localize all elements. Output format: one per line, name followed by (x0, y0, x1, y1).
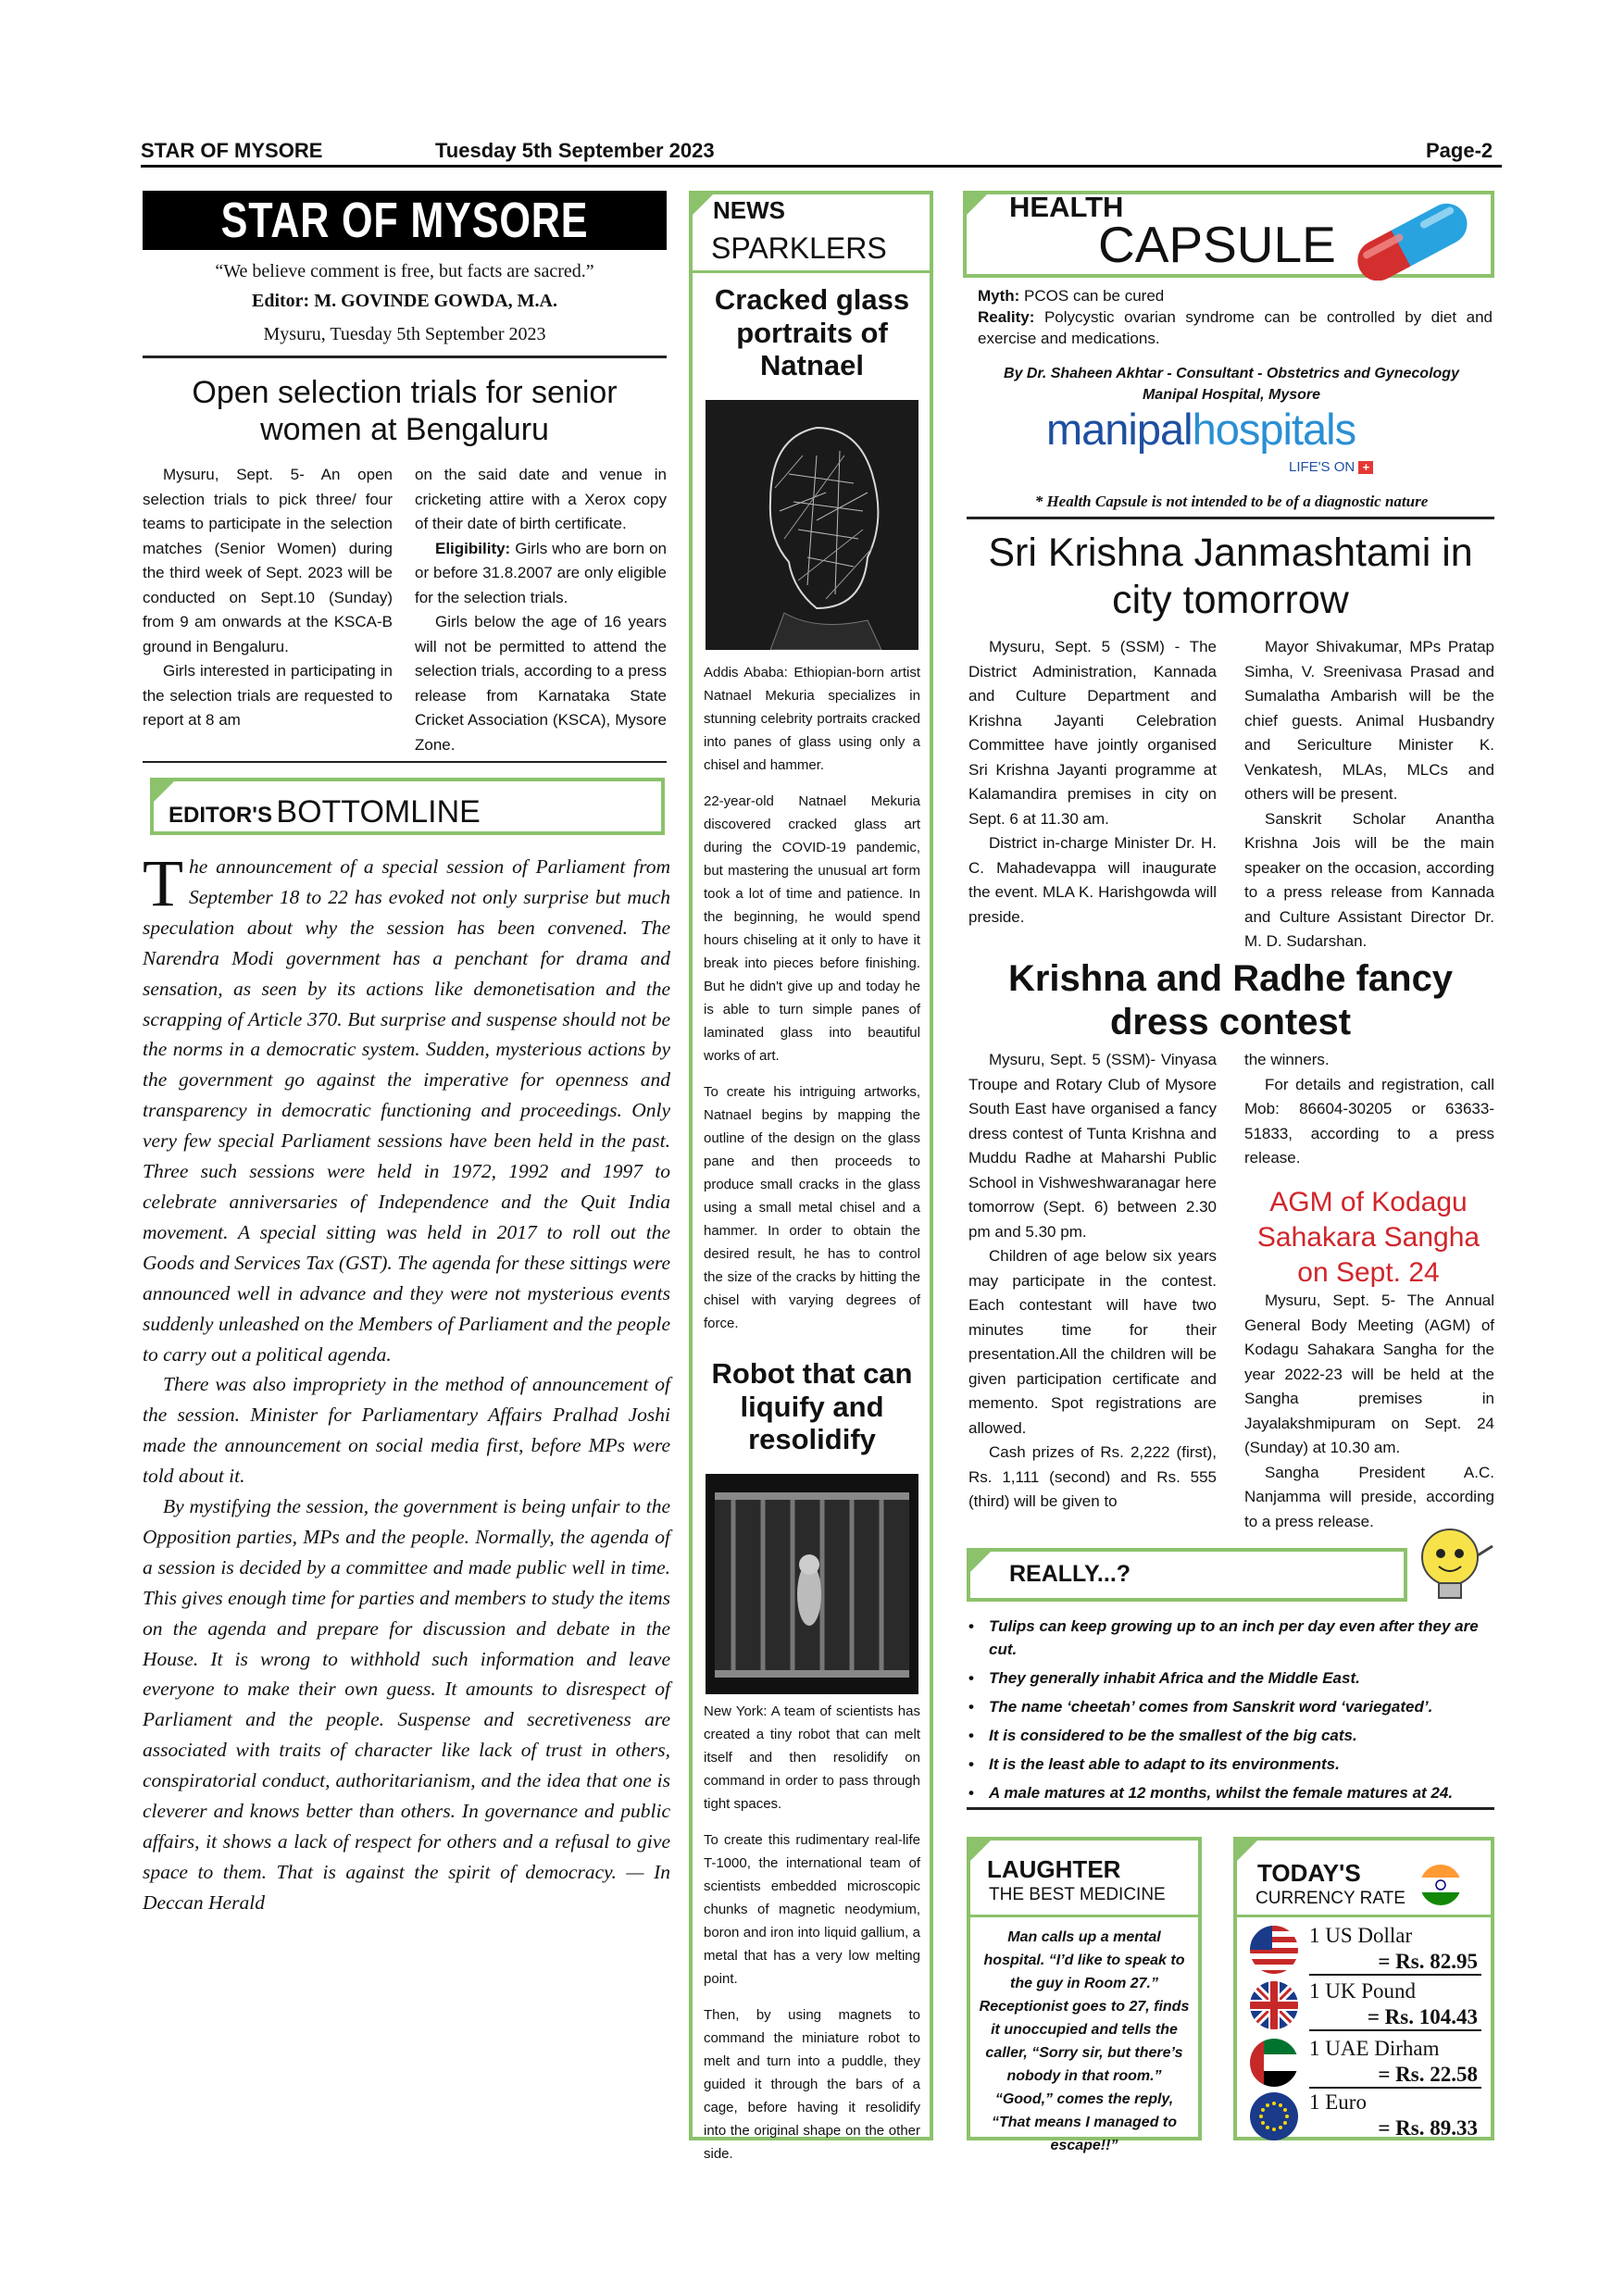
editorial-body (143, 846, 671, 1918)
really-rule (967, 1807, 1494, 1810)
fancy-col2-p2: For details and registration, call Mob: 86604-30205 or 63633-51833, according to a press release. (1244, 1075, 1494, 1167)
sparkler-story1-p3: To create his intriguing artworks, Natnael begins by mapping the outline of the design on the glass pane and then proceeds to produce small cracks in the glass using a small metal chisel and a hammer. In order to obtain the desired result, he has to control the size of the cracks by hitting the chisel with varying degrees of force. (704, 1084, 920, 1331)
editorial-p1: he announcement of a special session of Parliament from September 18 to 22 has evoked not only surprise but much speculation about why the session has been convened. The Narendra Modi government has a penchant for drama and sensation, as seen by its actions like demonetisation and the scrapping of Article 370. But surprise and suspense should not be the norms in a democratic system. Sudden, mysterious actions by the government go against the imperative for openness and transparency in democratic functioning and proceedings. Only very few special Parliament sessions have been held in the past. Three such sessions were held in 1972, 1992 and 1997 to celebrate anniversaries of Independence and the Quit India movement. A special sitting was held in 2017 to roll out the Goods and Services Tax (GST). The agenda for these sittings were announced well in advance and they were not mysterious events suddenly unleashed on the Members of Parliament and the people to carry out a political agenda. (143, 855, 670, 1366)
masthead-title: STAR OF MYSORE (143, 191, 667, 250)
manipal-logo-word1: manipal (1046, 405, 1193, 454)
health-byline-hospital: Manipal Hospital, Mysore (1142, 387, 1321, 403)
us-flag-icon (1250, 1926, 1298, 1974)
currency-value: = Rs. 89.33 (1378, 2116, 1478, 2140)
really-item: • It is the least able to adapt to its environments. (968, 1753, 1496, 1776)
currency-name: 1 Euro (1309, 2090, 1367, 2114)
really-label: REALLY...? (1009, 1561, 1131, 1587)
fancy-headline: Krishna and Radhe fancy dress contest (1007, 958, 1454, 1042)
trials-col2-p1: on the said date and venue in cricketing attire with a Xerox copy of their date of birth certificate. (415, 466, 667, 532)
health-label-light: CAPSULE (1098, 216, 1336, 273)
really-item: • It is considered to be the smallest of the big cats. (968, 1724, 1496, 1747)
trials-rule (143, 761, 667, 763)
fancy-col1 (968, 1048, 1217, 1515)
robot-cage-image (706, 1474, 918, 1694)
header-rule (141, 165, 1502, 168)
really-item: • Tulips can keep growing up to an inch per day even after they are cut. (968, 1615, 1496, 1661)
editorial-label-light: BOTTOMLINE (276, 794, 481, 830)
laughter-joke: Man calls up a mental hospital. “I’d like to speak to the guy in Room 27.” Receptionist goes to 27, finds it unoccupied and tells the caller, “Sorry sir, but there’s nobody in that room.” “Good,” comes the reply, “That means I managed to escape!!” (979, 1929, 1190, 2153)
masthead-motto: “We believe comment is free, but facts are sacred.” (215, 261, 594, 281)
editorial-p2: There was also impropriety in the method of announcement of the session. Minister for Parliamentary Affairs Pralhad Joshi made the announcement on social media first, before MPs were told about it. (143, 1373, 670, 1488)
fancy-col2 (1244, 1048, 1494, 1171)
trials-col2 (415, 463, 667, 757)
laughter-divider (970, 1915, 1198, 1917)
health-byline (968, 363, 1494, 406)
sparkler-story2-headline: Robot that can liquify and resolidify (711, 1357, 913, 1456)
really-item: • They generally inhabit Africa and the Middle East. (968, 1666, 1496, 1690)
currency-name: 1 UK Pound (1309, 1979, 1417, 2003)
trials-col2-p3: Girls below the age of 16 years will not be permitted to attend the selection trials, according to a press release from Karnataka State Cricket Association (KSCA), Mysore Zone. (415, 613, 667, 754)
header-page-number: Page-2 (1426, 139, 1493, 162)
laughter-label-light: THE BEST MEDICINE (989, 1885, 1166, 1904)
health-myth-label: Myth: (978, 287, 1020, 305)
editorial-label-bold: EDITOR'S (169, 803, 272, 828)
health-reality-label: Reality: (978, 308, 1035, 326)
sparkler-story2-p3: Then, by using magnets to command the miniature robot to melt and turn into a puddle, they guided it through the bars of a cage, before having it resolidify into the original shape on the other side. (704, 2007, 920, 2162)
sparkler-story1-body (704, 661, 920, 1335)
really-item: • A male matures at 12 months, whilst the female matures at 24. (968, 1781, 1496, 1804)
sparklers-divider (693, 270, 930, 273)
health-byline-doctor: By Dr. Shaheen Akhtar - Consultant - Obstetrics and Gynecology (1004, 366, 1459, 381)
really-item: • The name ‘cheetah’ comes from Sanskrit word ‘variegated’. (968, 1695, 1496, 1718)
health-myth-text: PCOS can be cured (1019, 287, 1165, 305)
currency-value: = Rs. 104.43 (1367, 2005, 1478, 2028)
currency-value: = Rs. 82.95 (1378, 1950, 1478, 1973)
trials-col1-p1: Mysuru, Sept. 5- An open selection trials to pick three/ four teams to participate in the selection matches (Senior Women) during the third week of Sept. 2023 will be conducted on Sept.10 (Sunday) from 9 am onwards at the KSCA-B ground in Bengaluru. (143, 466, 393, 655)
sparklers-label-light: SPARKLERS (711, 231, 887, 265)
currency-label-bold: TODAY'S (1257, 1859, 1361, 1887)
really-corner (967, 1548, 994, 1576)
currency-name: 1 UAE Dirham (1309, 2037, 1440, 2060)
editorial-dropcap: T (143, 846, 183, 920)
plus-icon: + (1358, 461, 1373, 474)
currency-row-aed (1250, 2035, 1491, 2089)
trials-col1-p2: Girls interested in participating in the selection trials are requested to report at 8 am (143, 662, 393, 729)
laughter-label-bold: LAUGHTER (987, 1855, 1121, 1883)
janmashtami-col2 (1244, 635, 1494, 955)
fancy-col1-p2: Children of age below six years may participate in the contest. Each contestant will have two minutes time for their presentation.All the children will be given participation certificate and memento. Spot registrations are allowed. (968, 1247, 1217, 1437)
manipal-logo-word2: hospitals (1192, 405, 1356, 454)
janmashtami-col1-p2: District in-charge Minister Dr. H. C. Mahadevappa will inaugurate the event. MLA K. Harishgowda will preside. (968, 834, 1217, 926)
header-date: Tuesday 5th September 2023 (435, 139, 715, 162)
currency-label-light: CURRENCY RATE (1255, 1889, 1405, 1908)
uae-flag-icon (1250, 2039, 1298, 2087)
sparklers-label-bold: NEWS (713, 196, 785, 224)
agm-p1: Mysuru, Sept. 5- The Annual General Body Meeting (AGM) of Kodagu Sahakara Sangha for the year 2022-23 will be held at the Sangha premises in Jayalakshmipuram on Sept. 24 (Sunday) at 10.30 am. (1244, 1292, 1494, 1456)
sparkler-story1-headline: Cracked glass portraits of Natnael (714, 283, 910, 382)
health-disclaimer: * Health Capsule is not intended to be of a diagnostic nature (1034, 493, 1429, 510)
pill-capsule-icon (1333, 193, 1495, 281)
health-reality-text: Polycystic ovarian syndrome can be controlled by diet and exercise and medications. (978, 308, 1493, 347)
sparkler-story1-p2: 22-year-old Natnael Mekuria discovered cracked glass art during the COVID-19 pandemic, but mastering the unusual art form took a lot of time and patience. In the beginning, he would spend hours chiseling at it only to have it break into pieces before finishing. But he didn't give up and today he is able to turn simple panes of laminated glass into beautiful works of art. (704, 793, 920, 1064)
sparkler-story2-p1: New York: A team of scientists has created a tiny robot that can melt itself and then resolidify on command in order to pass through tight spaces. (704, 1703, 920, 1812)
fancy-col2-p1: the winners. (1244, 1051, 1330, 1068)
masthead-dateline: Mysuru, Tuesday 5th September 2023 (263, 324, 546, 344)
health-rule (967, 517, 1494, 519)
janmashtami-col1 (968, 635, 1217, 930)
trials-col1 (143, 463, 393, 733)
sparkler-story1-p1: Addis Ababa: Ethiopian-born artist Natnael Mekuria specializes in stunning celebrity portraits cracked into panes of glass using only a chisel and hammer. (704, 665, 920, 773)
health-corner (963, 191, 991, 218)
fancy-col1-p3: Cash prizes of Rs. 2,222 (first), Rs. 1,111 (second) and Rs. 555 (third) will be given to (968, 1443, 1217, 1510)
janmashtami-headline: Sri Krishna Janmashtami in city tomorrow (988, 530, 1473, 622)
cracked-glass-portrait-image (706, 400, 918, 650)
currency-value: = Rs. 22.58 (1378, 2063, 1478, 2086)
masthead-rule (143, 356, 667, 358)
janmashtami-col2-p2: Sanskrit Scholar Anantha Krishna Jois will be the main speaker on the occasion, according to a press release from Kannada and Culture Assistant Director Dr. M. D. Sudarshan. (1244, 809, 1494, 950)
sparkler-story2-body (704, 1700, 920, 2165)
editorial-p3: By mystifying the session, the government is being unfair to the Opposition parties, MPs and the people. Normally, the agenda of a session is decided by a committee and made public well in time. This gives enough time for parties and members to study the items on the agenda and prepare for discussion and debate in the House. It is wrong to withhold such information and leave everyone to make their own guess. It amounts to disrespect of Parliament and the people. Suspense and secretiveness are associated with traits of character like lack of trust in others, conspiratorial conduct, authoritarianism, and the idea that one is cleverer and knows better than others. In governance and public affairs, it shows a lack of respect for others and a refusal to give space to them. That is against the spirit of democracy. (143, 1495, 670, 1883)
editorial-label-box (150, 778, 665, 835)
currency-row-usd (1250, 1922, 1491, 1976)
eu-flag-icon (1250, 2092, 1298, 2140)
health-label-bold: HEALTH (1009, 191, 1124, 223)
trials-eligibility-text: Girls who are born on or before 31.8.2007 are only eligible for the selection trials. (415, 539, 667, 606)
sparkler-story2-p2: To create this rudimentary real-life T-1000, the international team of scientists embedded microscopic chunks of magnetic neodymium, boron and iron into liquid gallium, a metal that has a very low melting point. (704, 1832, 920, 1987)
janmashtami-col2-p1: Mayor Shivakumar, MPs Pratap Simha, V. Sreenivasa Prasad and Sumalatha Ambarish will be the chief guests. Animal Husbandry and Sericulture Minister K. Venkatesh, MLAs, MLCs and others will be present. (1244, 638, 1494, 803)
trials-eligibility-label: Eligibility: (435, 539, 511, 557)
editorial-source: — In Deccan Herald (143, 1860, 671, 1914)
janmashtami-col1-p1: Mysuru, Sept. 5 (SSM) - The District Administration, Kannada and Culture Department and Krishna Jayanti Celebration Committee have jointly organised Sri Krishna Jayanti programme at Kalamandira premises in city on Sept. 6 at 11.30 am. (968, 638, 1217, 828)
header-paper-name: STAR OF MYSORE (141, 139, 323, 162)
india-flag-icon (1418, 1863, 1463, 1907)
really-list (968, 1615, 1496, 1810)
masthead-editor: Editor: M. GOVINDE GOWDA, M.A. (252, 291, 557, 311)
agm-headline: AGM of Kodagu Sahakara Sangha on Sept. 24 (1256, 1187, 1480, 1288)
currency-row-eur (1250, 2089, 1491, 2142)
trials-headline: Open selection trials for senior women at Bengaluru (192, 375, 618, 448)
currency-row-gbp (1250, 1978, 1491, 2031)
uk-flag-icon (1250, 1981, 1298, 2029)
currency-divider (1237, 1915, 1491, 1917)
health-myth-reality (978, 285, 1493, 349)
manipal-hospitals-logo (1046, 404, 1355, 455)
currency-name: 1 US Dollar (1309, 1924, 1413, 1947)
lightbulb-mascot-icon (1404, 1518, 1496, 1611)
manipal-tagline: LIFE'S ON + (1289, 459, 1373, 475)
fancy-col1-p1: Mysuru, Sept. 5 (SSM)- Vinyasa Troupe and Rotary Club of Mysore South East have organised a fancy dress contest of Tunta Krishna and Muddu Radhe at Maharshi Public School in Vishweshwaranagar here tomorrow (Sept. 6) between 2.30 pm and 5.30 pm. (968, 1051, 1217, 1241)
agm-p2: Sangha President A.C. Nanjamma will preside, according to a press release. (1244, 1463, 1494, 1530)
agm-body (1244, 1289, 1494, 1534)
